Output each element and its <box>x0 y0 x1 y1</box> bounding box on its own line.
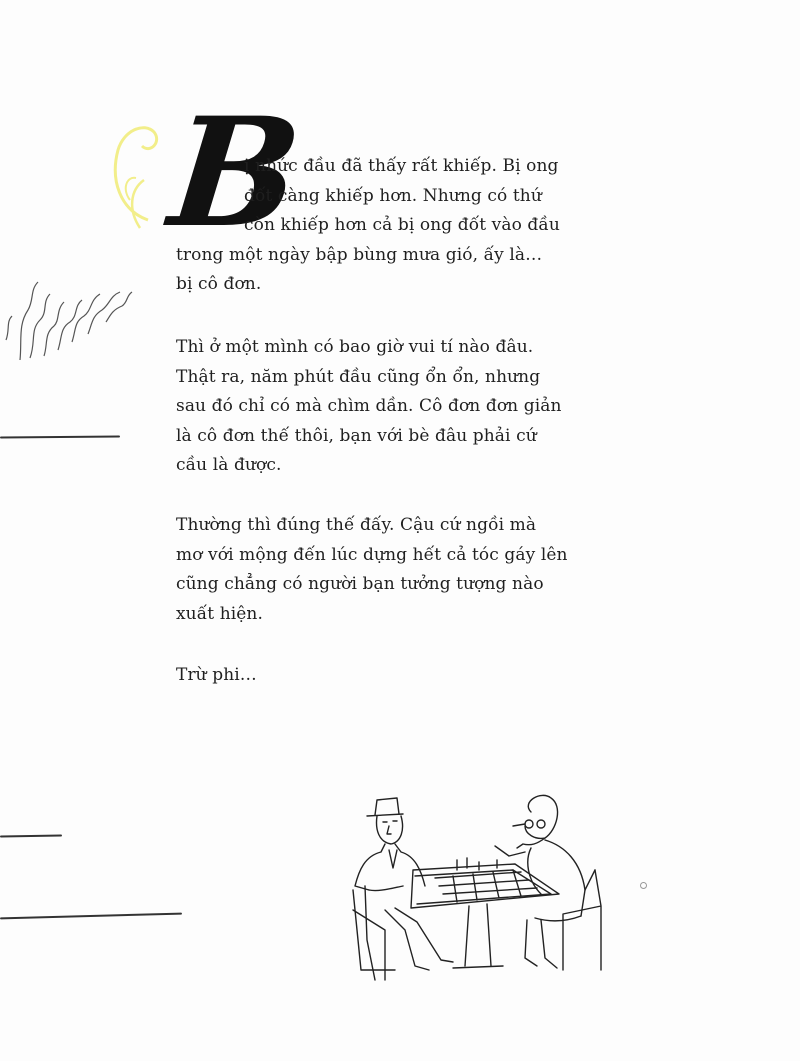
text-line: cũng chẳng có người bạn tưởng tượng nào <box>176 574 544 595</box>
text-line: bị cô đơn. <box>176 274 262 295</box>
margin-rule <box>0 435 120 438</box>
text-line: ị nhức đầu đã thấy rất khiếp. Bị ong <box>244 156 559 176</box>
text-line: còn khiếp hơn cả bị ong đốt vào đầu <box>244 215 560 236</box>
drop-cap-letter: B <box>162 85 309 261</box>
text-line: cầu là được. <box>176 455 282 476</box>
chess-players-illustration <box>345 790 615 990</box>
text-line: Thì ở một mình có bao giờ vui tí nào đâu. <box>176 337 534 357</box>
text-line: mơ với mộng đến lúc dựng hết cả tóc gáy lên <box>176 544 568 565</box>
margin-scribble-doodle <box>0 230 140 380</box>
yellow-swirl-decoration <box>100 110 170 230</box>
margin-rule <box>0 834 62 837</box>
text-line: Thường thì đúng thế đấy. Cậu cứ ngồi mà <box>176 515 537 535</box>
text-line: Thật ra, năm phút đầu cũng ổn ổn, nhưng <box>176 366 541 387</box>
text-line: sau đó chỉ có mà chìm dần. Cô đơn đơn giản <box>176 396 562 417</box>
paragraph-2 <box>176 333 646 481</box>
margin-rule <box>0 913 182 920</box>
speck <box>640 882 647 889</box>
text-line: là cô đơn thế thôi, bạn với bè đâu phải cứ <box>176 425 537 446</box>
text-line: xuất hiện. <box>176 603 263 624</box>
text-line: đốt càng khiếp hơn. Nhưng có thứ <box>244 185 542 206</box>
text-line: Trừ phi… <box>176 665 257 685</box>
paragraph-1 <box>176 152 646 300</box>
paragraph-4 <box>176 661 646 691</box>
text-line: trong một ngày bập bùng mưa gió, ấy là… <box>176 244 543 265</box>
paragraph-3 <box>176 511 646 629</box>
